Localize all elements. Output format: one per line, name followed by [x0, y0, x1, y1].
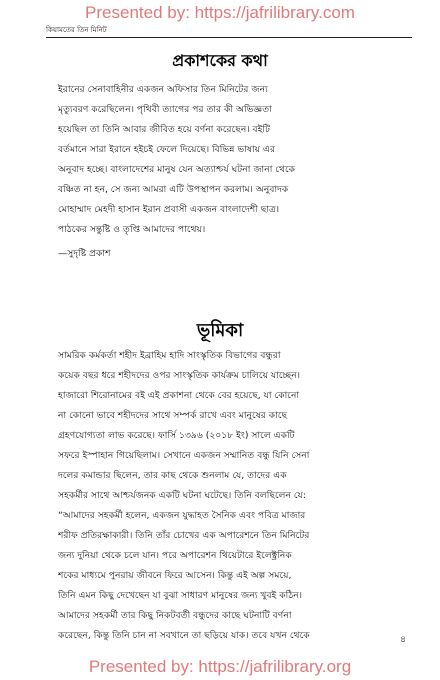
text-line: বঞ্চিত না হন, সে জন্য আমরা এটি উপস্থাপন করলাম। অনুবাদক: [58, 184, 289, 195]
text-line: পাঠকের সন্তুষ্টি ও তৃপ্তি আমাদের পাথেয়।: [58, 224, 206, 235]
text-line: দলের কমান্ডার ছিলেন, তার কাছ থেকে শুনলাম যে, তাদের এক: [58, 470, 287, 481]
text-line: জন্য দুনিয়া থেকে চলে যান। পরে অপারেশন থিয়েটারে ইলেক্ট্রনিক: [58, 550, 292, 561]
running-head: কিয়ামতের তিন মিনিট: [46, 26, 107, 34]
publisher-signature: —সুদৃষ্টি প্রকাশ: [58, 248, 111, 259]
text-line: শরীফ প্রতিরক্ষাকারী। তিনি তাঁর চোখের এক অপারেশনে তিন মিনিটের: [58, 530, 310, 541]
header-rule: [46, 37, 412, 38]
text-line: শকের মাধ্যমে পুনরায় জীবনে ফিরে আসেন। কিন্তু এই অল্প সময়ে,: [58, 570, 292, 581]
text-line: সহকর্মীর সাথে আশ্চর্যজনক একটি ঘটনা ঘটেছে। তিনি বলছিলেন যে:: [58, 490, 306, 501]
introduction-body: [58, 346, 412, 646]
text-line: সফরে ইস্পাহান গিয়েছিলাম। সেখানে একজন সম্মানিত বন্ধু যিনি সেনা: [58, 450, 310, 461]
publisher-note-body: [58, 80, 412, 240]
text-line: ইরানের সেনাবাহিনীর একজন অফিসার তিন মিনিটের জন্য: [58, 84, 268, 95]
text-line: সামরিক কর্মকর্তা শহীদ ইব্রাহিম হাদি সাংস্কৃতিক বিভাগের বন্ধুরা: [58, 350, 281, 361]
text-line: মোহাম্মাদ মেহদী হাসান ইরান প্রবাসী একজন বাংলাদেশী ছাত্র।: [58, 204, 280, 215]
watermark-bottom: Presented by: https://jafrilibrary.org: [88, 657, 352, 676]
page-number: ৪: [400, 635, 406, 645]
text-line: না কোনো ভাবে শহীদদের সাথে সম্পর্ক রাখে এবং মানুষের কাছে: [58, 410, 288, 421]
text-line: করেছেন, কিন্তু তিনি চান না সবখানে তা ছড়িয়ে যাক। তবে যখন থেকে: [58, 630, 310, 641]
text-line: আমাদের সহকর্মী তার কিছু নিকটবর্তী বন্ধুদের কাছে ঘটনাটি বর্ণনা: [58, 610, 292, 621]
watermark-top: Presented by: https://jafrilibrary.com: [85, 3, 355, 22]
text-line: মৃত্যুবরণ করেছিলেন। পৃথিবী ত্যাগের পর তার কী অভিজ্ঞতা: [58, 104, 272, 115]
text-line: হাজারো শিরোনামের বই এই প্রকাশনা থেকে বের হয়েছে, যা কোনো: [58, 390, 300, 401]
text-line: বর্তমানে সারা ইরানে হইচই ফেলে দিয়েছে। বিভিন্ন ভাষায় এর: [58, 144, 276, 155]
text-line: গ্রহণযোগ্যতা লাভ করেছে। ফার্সি ১৩৯৬ (২০১৮ ইং) সালে একটি: [58, 430, 295, 441]
publisher-note-heading: প্রকাশকের কথা: [172, 51, 268, 70]
text-line: “আমাদের সহকর্মী হলেন, একজন যুদ্ধাহত সৈনিক এবং পবিত্র মাজার: [58, 510, 306, 521]
text-line: হয়েছিল তা তিনি আবার জীবিত হয়ে বর্ণনা করেছেন। বইটি: [58, 124, 271, 135]
text-line: তিনি এমন কিছু দেখেছেন যা বুঝা সাধারণ মানুষের জন্য খুবই কঠিন।: [58, 590, 302, 601]
text-line: কয়েক বছর ধরে শহীদদের ওপর সাংস্কৃতিক কার্যক্রম চালিয়ে যাচ্ছেন।: [58, 370, 301, 381]
text-line: অনুবাদ হচ্ছে। বাংলাদেশের মানুষ যেন অত্যাশ্চর্য ঘটনা জানা থেকে: [58, 164, 296, 175]
introduction-heading: ভূমিকা: [196, 320, 244, 341]
